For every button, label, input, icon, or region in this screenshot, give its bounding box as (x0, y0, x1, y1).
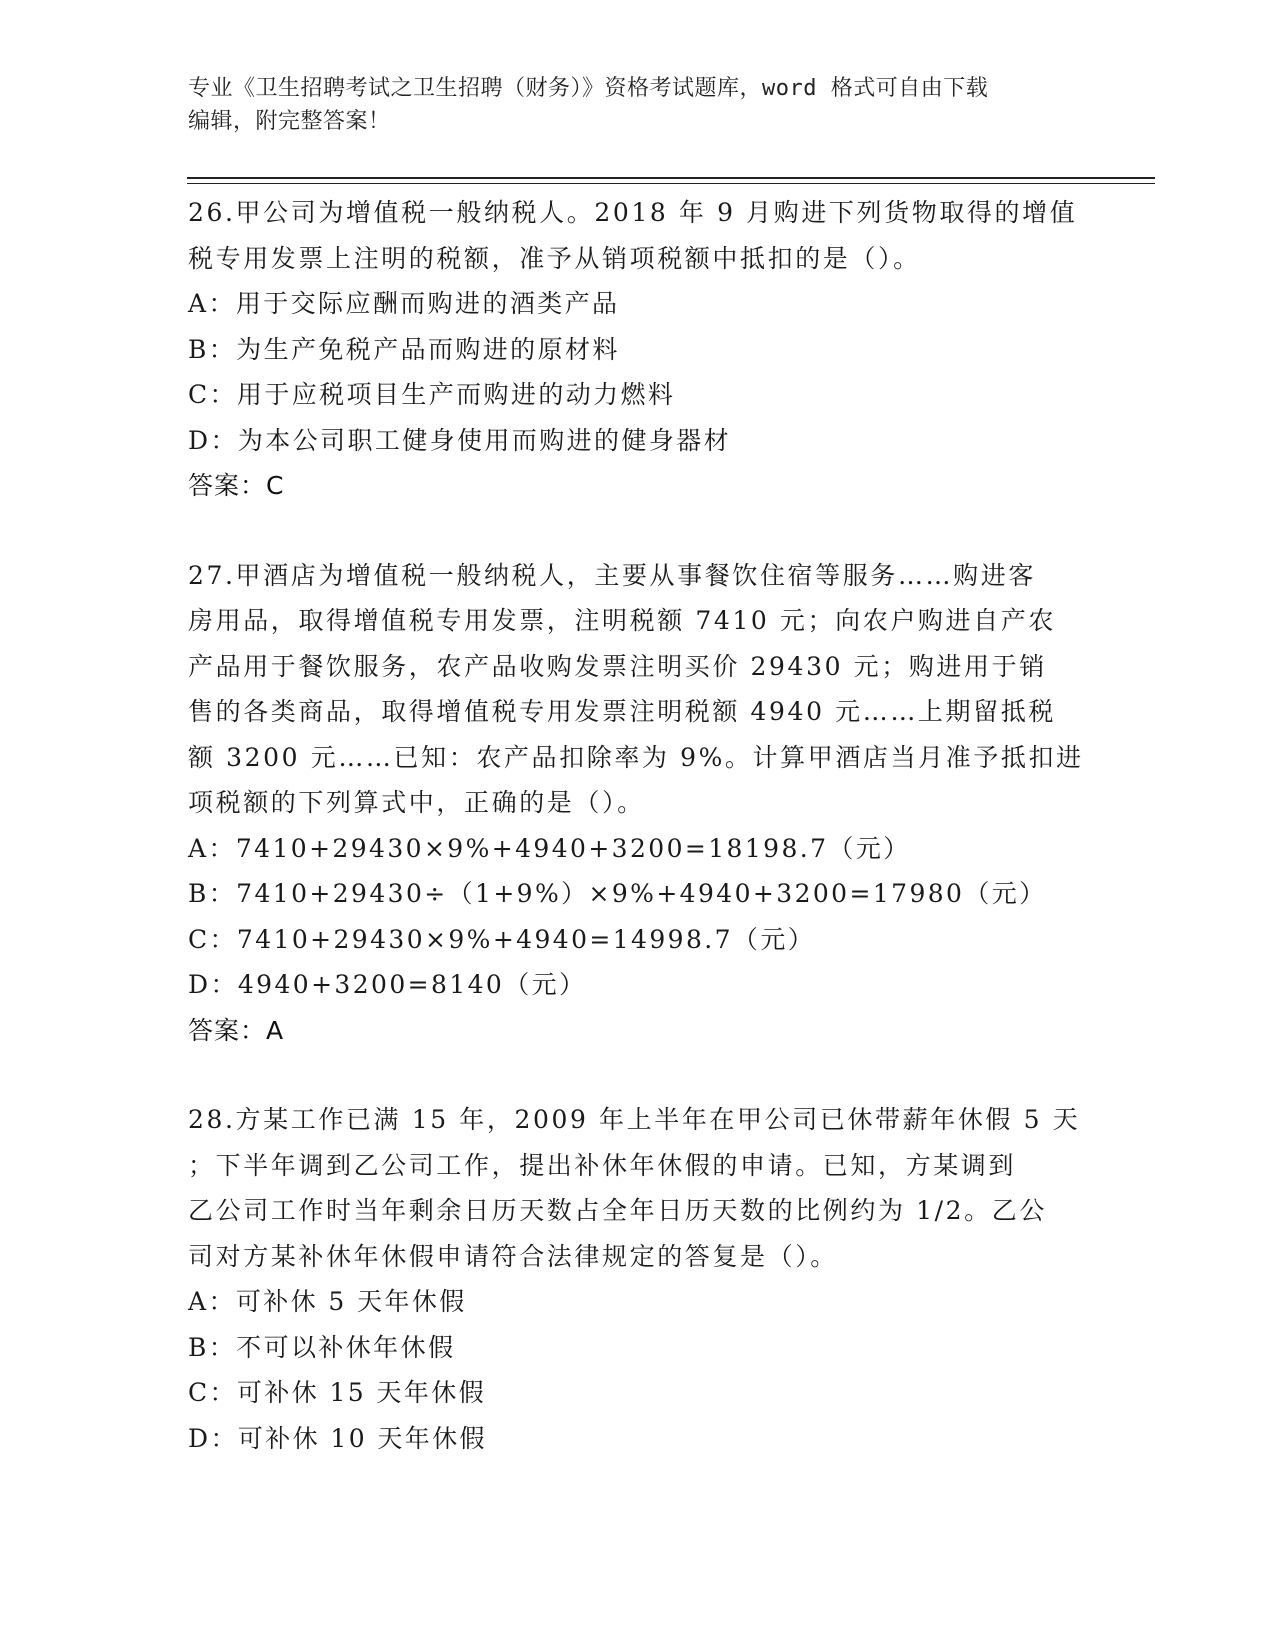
answer-label: 答案：A (188, 1015, 285, 1045)
option-d: D：可补休 10 天年休假 (188, 1423, 487, 1453)
option-a: A：7410+29430×9%+4940+3200=18198.7（元） (188, 833, 911, 863)
option-d: D：为本公司职工健身使用而购进的健身器材 (188, 425, 732, 455)
option-d: D：4940+3200=8140（元） (188, 970, 587, 999)
spacer (188, 1053, 1088, 1097)
option-b: B：7410+29430÷（1+9%）×9%+4940+3200=17980（元） (188, 879, 1047, 908)
question-26 (188, 190, 1088, 509)
option-a: A：可补休 5 天年休假 (188, 1287, 467, 1316)
header-divider-thick (187, 177, 1155, 179)
stem-line: 产品用于餐饮服务，农产品收购发票注明买价 29430 元；购进用于销 (188, 651, 1047, 681)
question-stem (188, 190, 1088, 281)
question-stem (188, 1097, 1088, 1279)
header-divider-thin (187, 183, 1155, 184)
option-c: C：可补休 15 天年休假 (188, 1378, 487, 1407)
stem-line: 27.甲酒店为增值税一般纳税人，主要从事餐饮住宿等服务……购进客 (188, 560, 1036, 590)
question-list (188, 190, 1088, 1461)
option-a: A：用于交际应酬而购进的酒类产品 (188, 289, 620, 318)
header-line-1: 专业《卫生招聘考试之卫生招聘（财务）》资格考试题库，word 格式可自由下载 (188, 76, 989, 101)
question-28 (188, 1097, 1088, 1461)
stem-line: 26.甲公司为增值税一般纳税人。2018 年 9 月购进下列货物取得的增值 (188, 198, 1078, 227)
stem-line: 项税额的下列算式中，正确的是（）。 (188, 788, 645, 817)
option-b: B：为生产免税产品而购进的原材料 (188, 334, 620, 364)
spacer (188, 509, 1088, 553)
stem-line: 售的各类商品，取得增值税专用发票注明税额 4940 元……上期留抵税 (188, 697, 1056, 726)
question-stem (188, 553, 1088, 826)
stem-line: 司对方某补休年休假申请符合法律规定的答复是（）。 (188, 1241, 838, 1271)
header-line-2: 编辑，附完整答案！ (188, 109, 391, 134)
answer-label: 答案：C (188, 471, 285, 500)
option-c: C：用于应税项目生产而购进的动力燃料 (188, 380, 676, 409)
stem-line: 额 3200 元……已知：农产品扣除率为 9%。计算甲酒店当月准予抵扣进 (188, 742, 1084, 772)
option-b: B：不可以补休年休假 (188, 1332, 456, 1362)
stem-line: 乙公司工作时当年剩余日历天数占全年日历天数的比例约为 1/2。乙公 (188, 1196, 1047, 1225)
stem-line: 税专用发票上注明的税额，准予从销项税额中抵扣的是（）。 (188, 243, 921, 273)
question-27 (188, 553, 1088, 1054)
stem-line: 28.方某工作已满 15 年，2009 年上半年在甲公司已休带薪年休假 5 天 (188, 1105, 1081, 1134)
stem-line: 房用品，取得增值税专用发票，注明税额 7410 元；向农户购进自产农 (188, 606, 1056, 635)
option-c: C：7410+29430×9%+4940=14998.7（元） (188, 924, 816, 954)
stem-line: ；下半年调到乙公司工作，提出补休年休假的申请。已知，方某调到 (188, 1150, 1017, 1180)
document-header (188, 72, 1088, 138)
